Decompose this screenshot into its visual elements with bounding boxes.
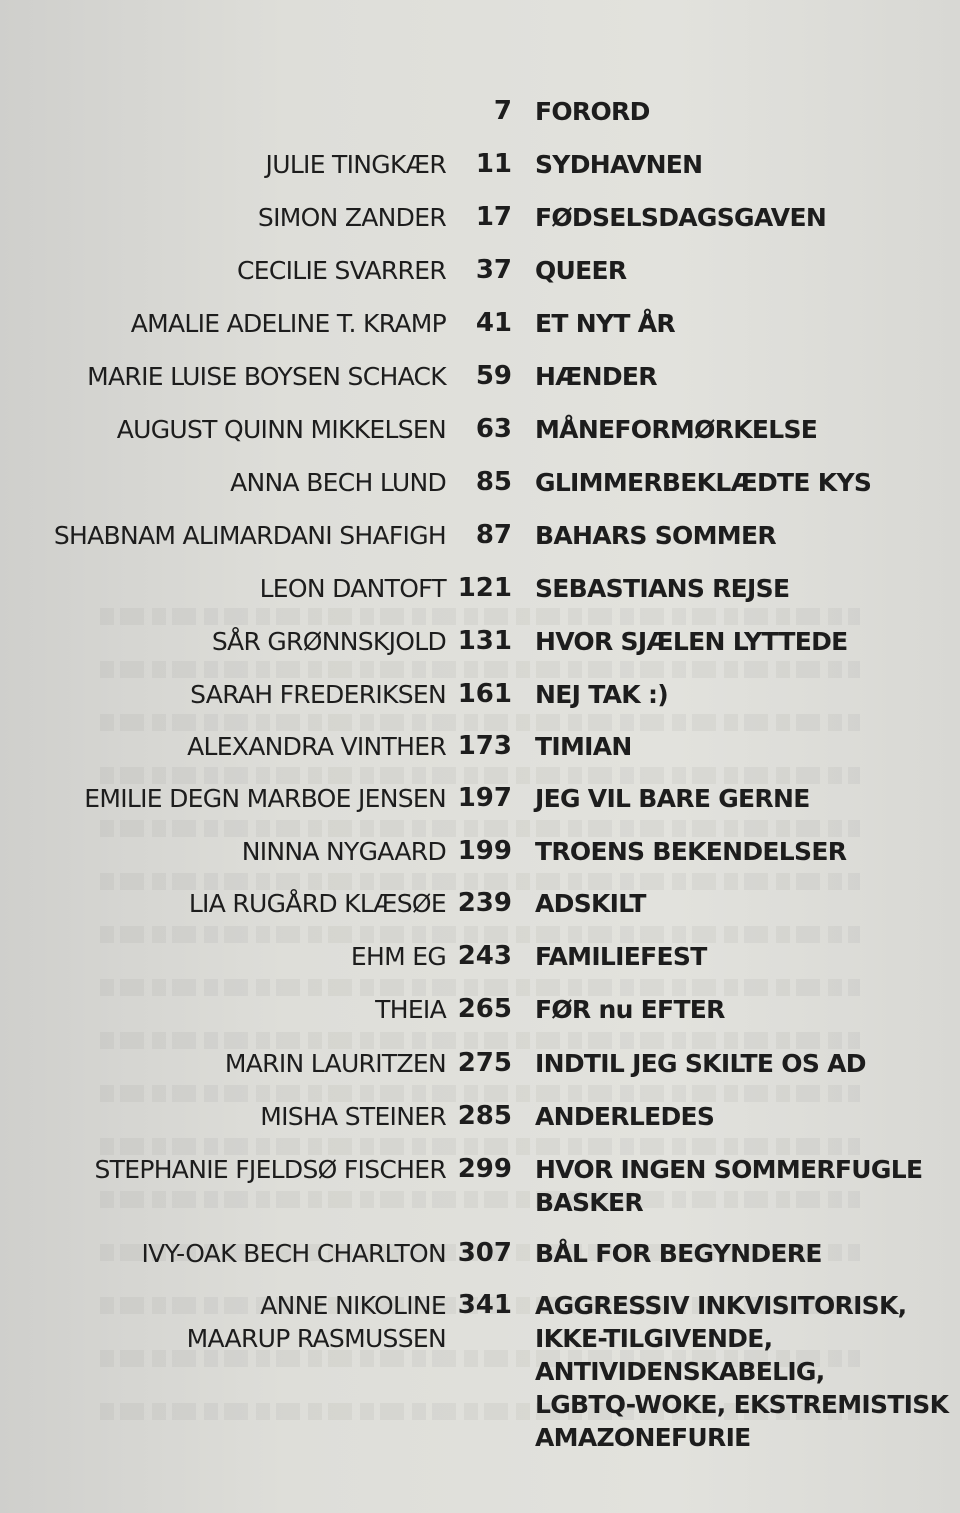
toc-author [225,1047,446,1080]
toc-author-line: SARAH FREDERIKSEN [190,680,446,709]
toc-page-number: 307 [457,1238,512,1268]
toc-author [117,413,446,446]
toc-title-line: ET NYT ÅR [535,309,675,338]
toc-title [535,360,657,393]
toc-page-number: 131 [457,626,512,656]
toc-author-line: SHABNAM ALIMARDANI SHAFIGH [53,521,446,550]
toc-title [535,940,707,973]
toc-author [260,572,446,605]
toc-title-line: MÅNEFORMØRKELSE [535,415,818,444]
toc-author-line: MAARUP RASMUSSEN [186,1324,446,1353]
toc-title-line: BASKER [535,1188,643,1217]
toc-author [230,466,446,499]
toc-title-line: FØDSELSDAGSGAVEN [535,203,827,232]
toc-title [535,95,650,128]
toc-page-number: 37 [475,255,512,285]
toc-author [187,730,446,763]
toc-title-line: HÆNDER [535,362,657,391]
toc-author [189,887,446,920]
toc-title-line: FORORD [535,97,650,126]
toc-page-number: 85 [475,467,512,497]
toc-title-line: TROENS BEKENDELSER [535,837,847,866]
toc-page-number: 275 [457,1048,512,1078]
toc-title-line: AGGRESSIV INKVISITORISK, [535,1291,907,1320]
toc-title [535,466,871,499]
toc-title-line: AMAZONEFURIE [535,1423,751,1452]
bleed-line [100,714,860,731]
toc-author [87,360,446,393]
toc-author [84,782,446,815]
toc-page-number: 7 [493,96,512,126]
toc-title [535,730,632,763]
toc-page-number: 87 [475,520,512,550]
toc-title-line: HVOR SJÆLEN LYTTEDE [535,627,848,656]
toc-page-number: 299 [457,1154,512,1184]
toc-title-line: LGBTQ-WOKE, EKSTREMISTISK [535,1390,949,1419]
toc-author [54,519,446,552]
toc-author-line: MARIN LAURITZEN [224,1049,446,1078]
toc-page-number: 341 [457,1290,512,1320]
toc-author-line: ALEXANDRA VINTHER [187,732,446,761]
toc-author [260,1100,446,1133]
toc-page-number: 59 [475,361,512,391]
toc-author [131,307,446,340]
toc-title-line: TIMIAN [535,732,632,761]
toc-author-line: MISHA STEINER [260,1102,446,1131]
toc-title [535,1047,866,1080]
toc-author-line: IVY-OAK BECH CHARLTON [141,1239,446,1268]
toc-title-line: ADSKILT [535,889,646,918]
toc-author [375,993,446,1026]
bleed-line [100,661,860,678]
toc-author-line: SÅR GRØNNSKJOLD [211,627,446,656]
toc-title-line: SYDHAVNEN [535,150,703,179]
toc-author [95,1153,447,1186]
toc-author-line: LEON DANTOFT [259,574,446,603]
toc-page-number: 11 [475,149,512,179]
toc-page-number: 121 [457,573,512,603]
toc-title [535,307,675,340]
toc-title [535,201,826,234]
toc-page-number: 161 [457,679,512,709]
toc-page-number: 239 [457,888,512,918]
toc-author-line: LIA RUGÅRD KLÆSØE [188,889,446,918]
toc-title-line: QUEER [535,256,627,285]
toc-title-line: ANTIVIDENSKABELIG, [535,1357,825,1386]
toc-title [535,413,817,446]
toc-author-line: AMALIE ADELINE T. KRAMP [130,309,446,338]
toc-title [535,148,702,181]
toc-title-line: NEJ TAK :) [535,680,668,709]
toc-author [266,148,446,181]
toc-title-line: BÅL FOR BEGYNDERE [535,1239,822,1268]
toc-author-line: AUGUST QUINN MIKKELSEN [116,415,446,444]
toc-author [142,1237,447,1270]
toc-title-line: INDTIL JEG SKILTE OS AD [535,1049,866,1078]
toc-title [535,1237,822,1270]
toc-title [535,572,789,605]
toc-title [535,782,810,815]
toc-author-line: NINNA NYGAARD [241,837,446,866]
toc-author-line: EMILIE DEGN MARBOE JENSEN [84,784,446,813]
toc-title [535,887,646,920]
toc-title-line: GLIMMERBEKLÆDTE KYS [535,468,872,497]
toc-author-line: ANNE NIKOLINE [260,1291,446,1320]
toc-author [187,1289,446,1355]
toc-page-number: 265 [457,994,512,1024]
toc-author [351,940,446,973]
toc-page-number: 17 [475,202,512,232]
toc-author [242,835,446,868]
toc-title-line: BAHARS SOMMER [535,521,776,550]
toc-title-line: IKKE-TILGIVENDE, [535,1324,773,1353]
toc-page-number: 243 [457,941,512,971]
toc-author-line: EHM EG [350,942,446,971]
toc-title [535,1100,714,1133]
toc-page-number: 197 [457,783,512,813]
toc-title [535,254,626,287]
toc-title-line: JEG VIL BARE GERNE [535,784,810,813]
toc-author-line: JULIE TINGKÆR [265,150,446,179]
toc-page-number: 41 [475,308,512,338]
toc-title [535,625,848,658]
toc-author-line: THEIA [375,995,446,1024]
toc-author-line: STEPHANIE FJELDSØ FISCHER [94,1155,446,1184]
toc-author [258,201,446,234]
toc-title-line: SEBASTIANS REJSE [535,574,790,603]
toc-page-number: 199 [457,836,512,866]
toc-page-number: 63 [475,414,512,444]
toc-author-line: MARIE LUISE BOYSEN SCHACK [87,362,446,391]
toc-title [535,1153,922,1219]
toc-title-line: ANDERLEDES [535,1102,715,1131]
toc-author-line: ANNA BECH LUND [230,468,446,497]
toc-author [237,254,446,287]
toc-title-line: FAMILIEFEST [535,942,707,971]
toc-page-number: 285 [457,1101,512,1131]
bleed-line [100,608,860,625]
toc-title [535,835,846,868]
toc-title [535,993,725,1026]
toc-title [535,678,668,711]
toc-title-line: FØR nu EFTER [535,995,725,1024]
toc-author-line: SIMON ZANDER [257,203,446,232]
toc-author-line: CECILIE SVARRER [236,256,446,285]
toc-title-line: HVOR INGEN SOMMERFUGLE [535,1155,923,1184]
toc-page-number: 173 [457,731,512,761]
toc-title [535,519,776,552]
toc-title [535,1289,948,1454]
toc-author [190,678,446,711]
toc-author [212,625,446,658]
